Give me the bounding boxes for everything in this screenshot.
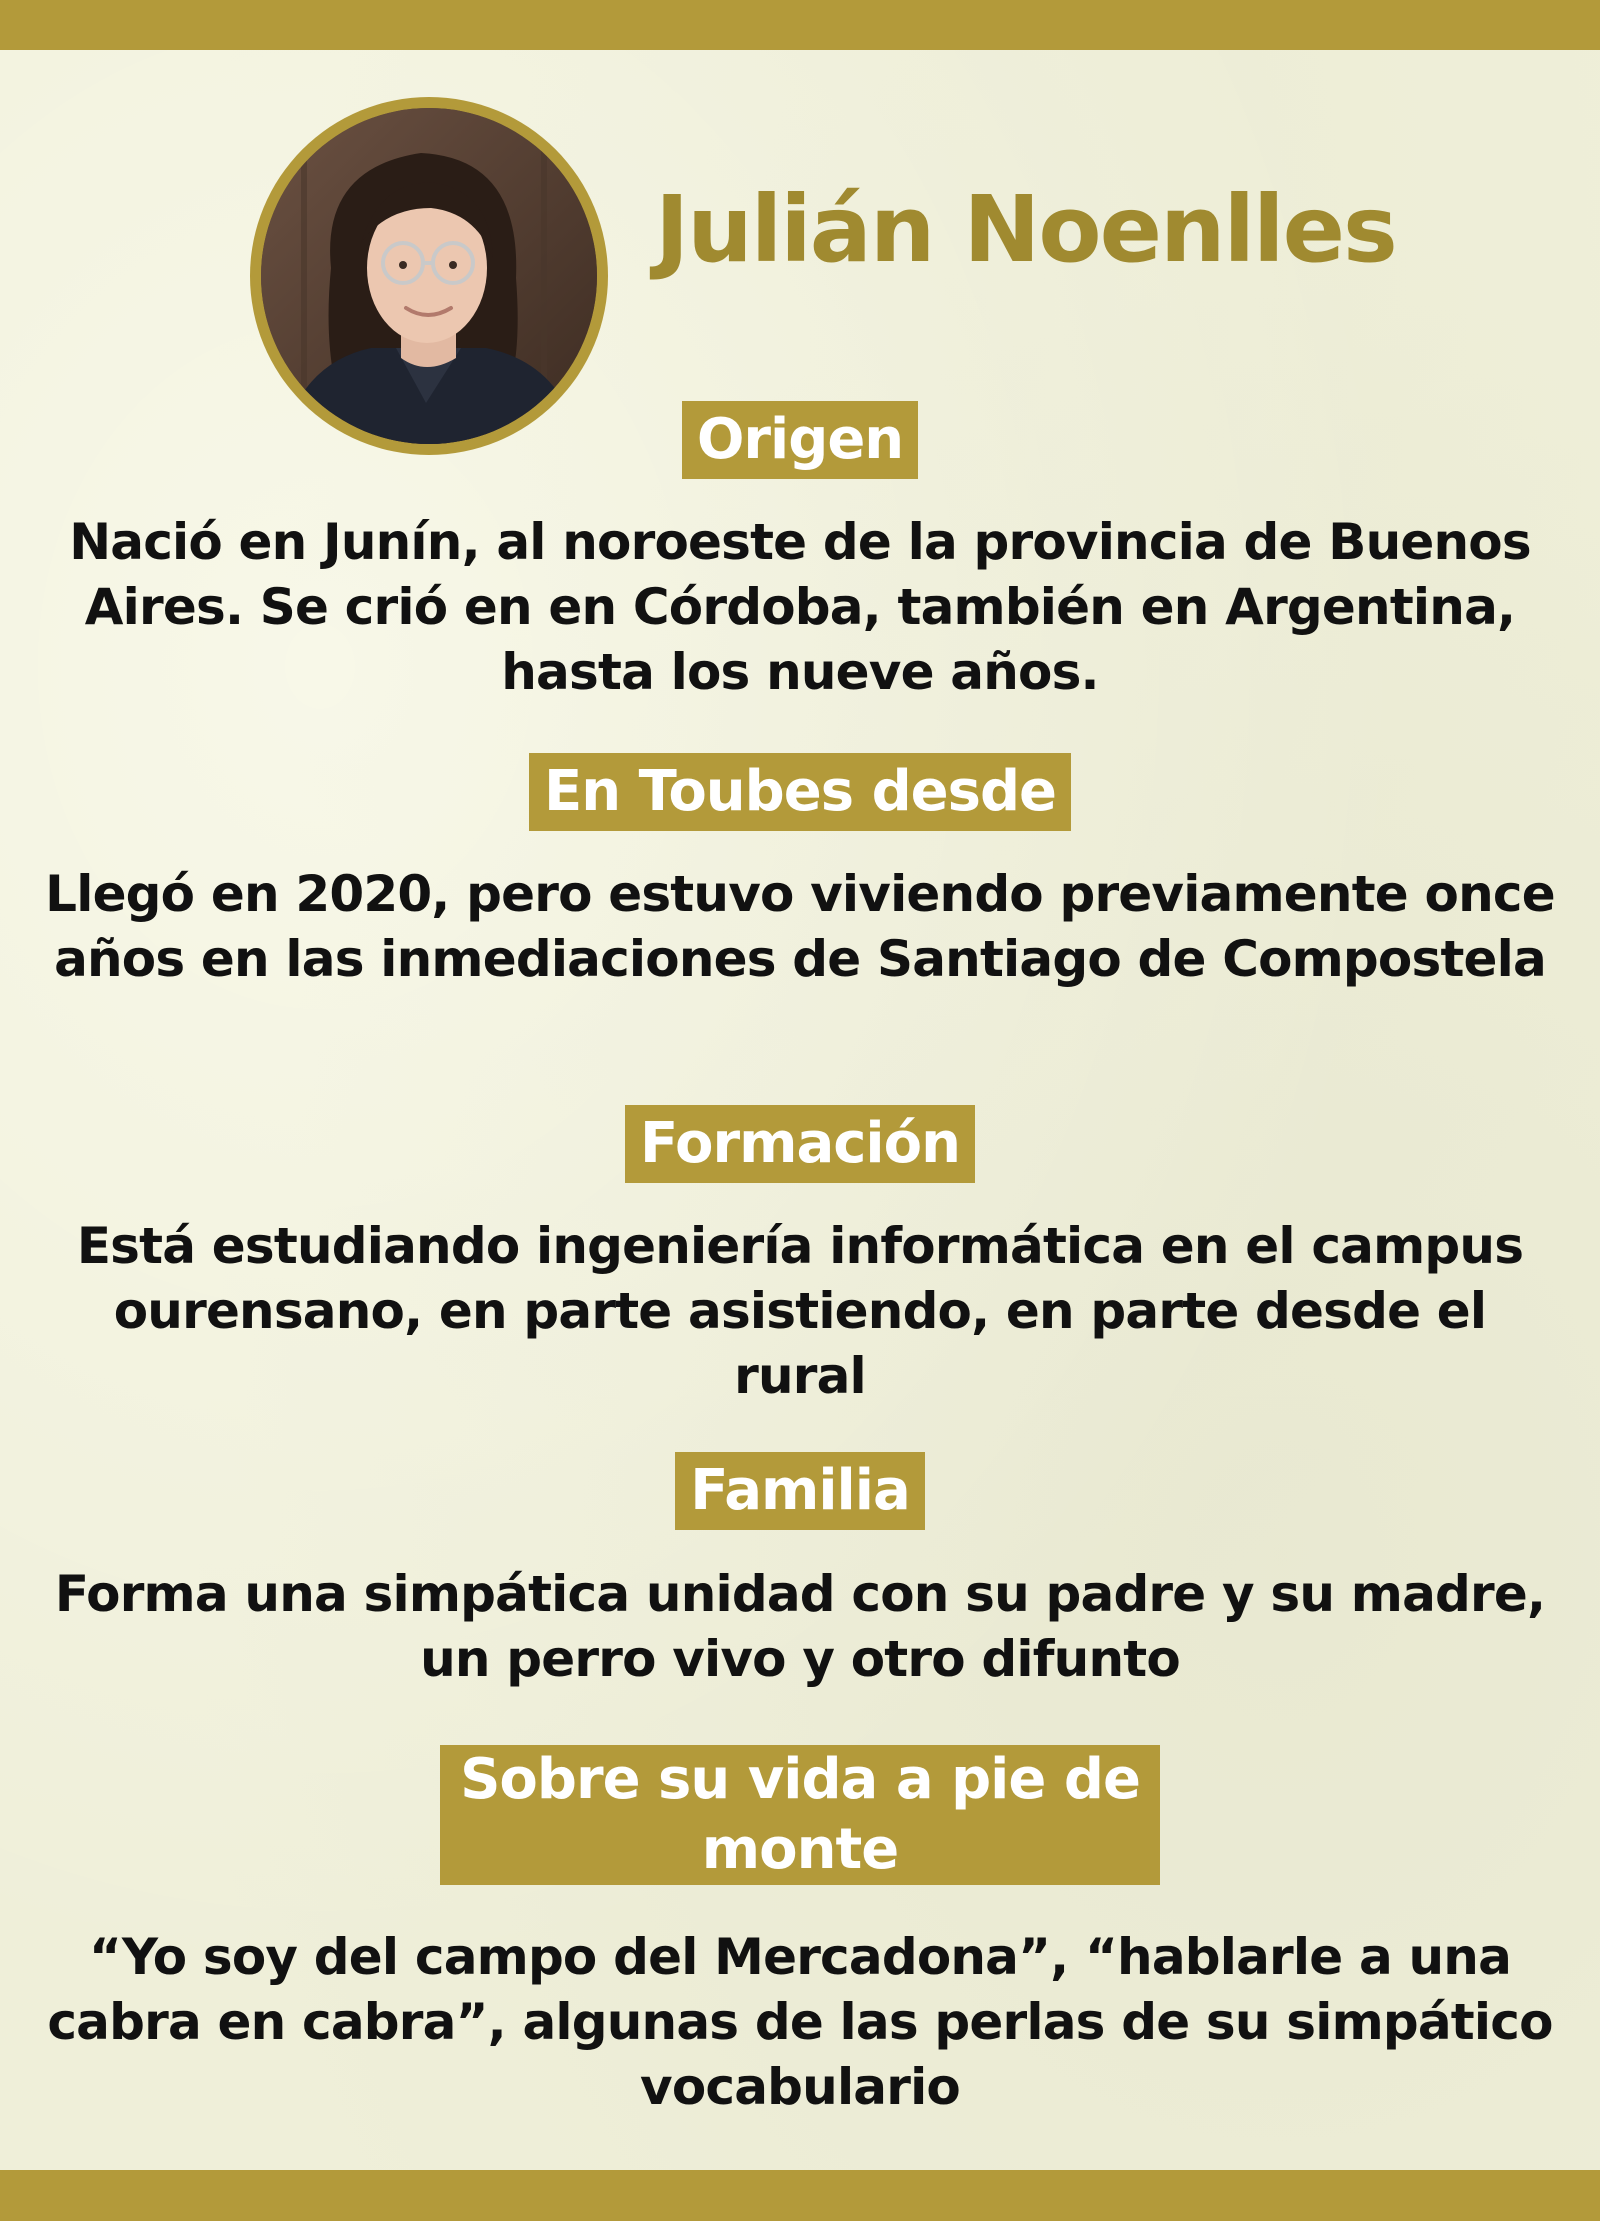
section-text-en-toubes-desde: Llegó en 2020, pero estuvo viviendo previamente once años en las inmediaciones de Santiago de Compostela <box>45 865 1555 988</box>
heading-label: Familia <box>675 1452 925 1530</box>
section-text-formacion: Está estudiando ingeniería informática en el campus ourensano, en parte asistiendo, en parte desde el rural <box>76 1217 1524 1405</box>
profile-name: Julián Noenlles <box>655 176 1396 283</box>
heading-label: Formación <box>625 1105 975 1183</box>
top-accent-bar <box>0 0 1600 50</box>
section-heading-origen <box>0 401 1600 479</box>
section-text-familia: Forma una simpática unidad con su padre y su madre, un perro vivo y otro difunto <box>54 1565 1546 1688</box>
heading-label: En Toubes desde <box>529 753 1071 831</box>
section-text-origen: Nació en Junín, al noroeste de la provincia de Buenos Aires. Se crió en en Córdoba, también en Argentina, hasta los nueve años. <box>69 513 1531 701</box>
section-heading-familia <box>0 1452 1600 1530</box>
section-heading-formacion <box>0 1105 1600 1183</box>
section-text-vida-a-pie-de-monte: “Yo soy del campo del Mercadona”, “hablarle a una cabra en cabra”, algunas de las perlas de su simpático vocabulario <box>47 1928 1553 2116</box>
heading-label: Origen <box>682 401 918 479</box>
bottom-accent-bar <box>0 2170 1600 2221</box>
section-heading-vida-a-pie-de-monte <box>440 1745 1160 1885</box>
heading-label: Sobre su vida a pie de monte <box>440 1745 1160 1885</box>
portrait-photo-icon <box>261 108 597 444</box>
section-heading-en-toubes-desde <box>0 753 1600 831</box>
